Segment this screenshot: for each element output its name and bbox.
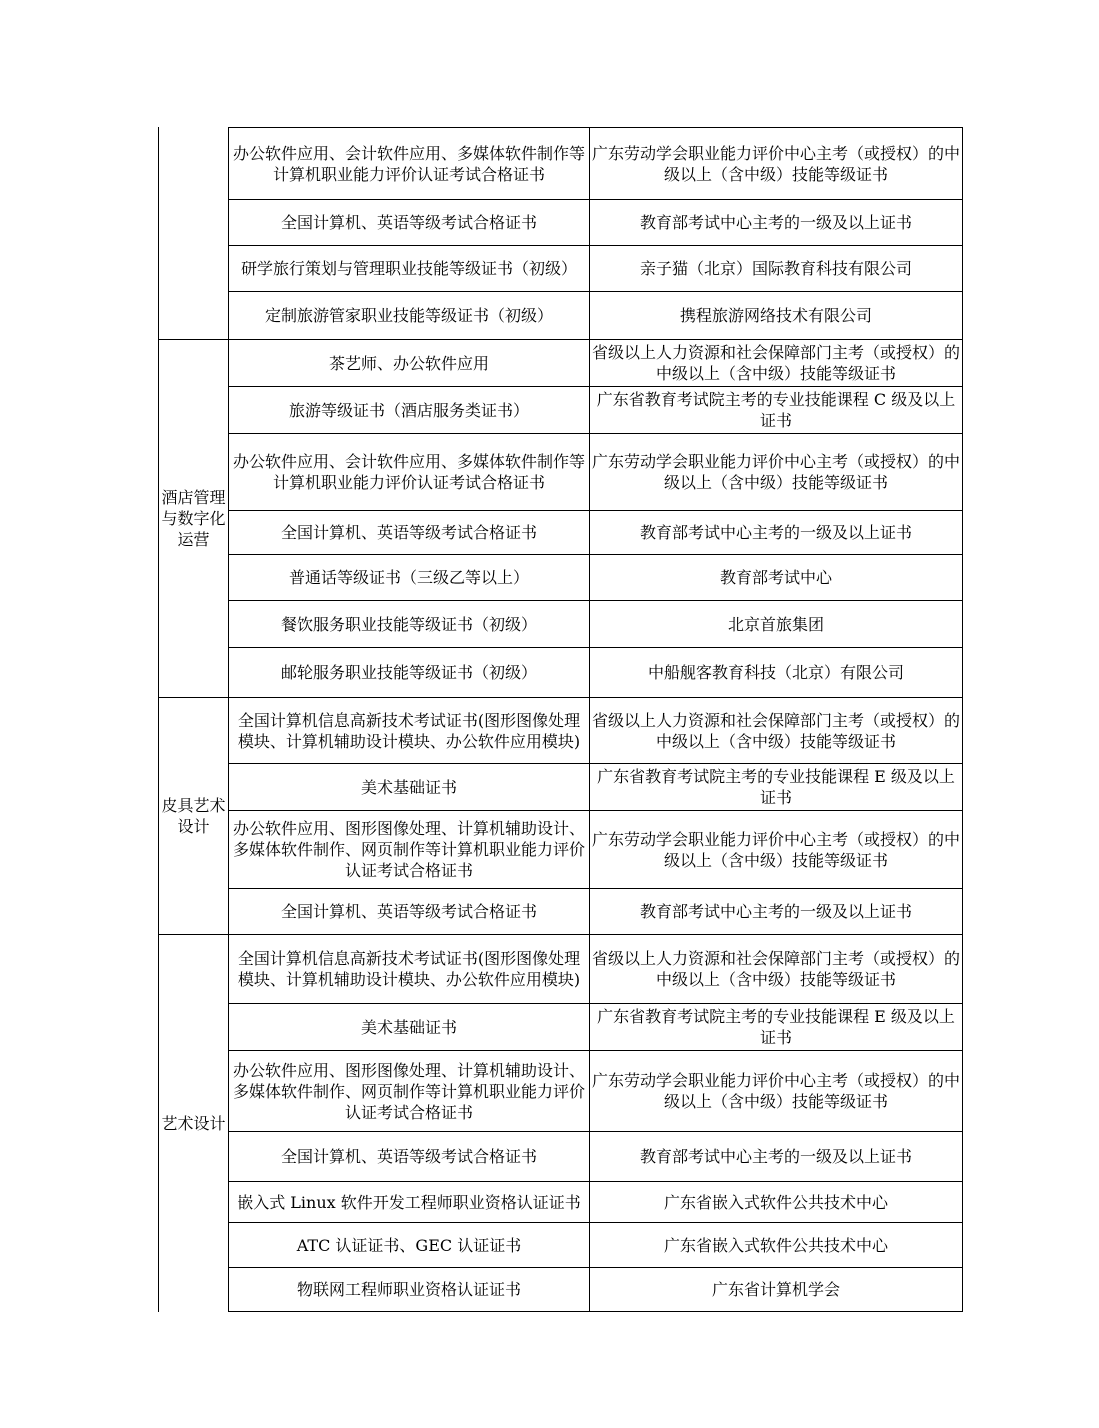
certificate-cell: 旅游等级证书（酒店服务类证书）: [288, 400, 529, 420]
certificate-cell: 茶艺师、办公软件应用: [328, 353, 489, 373]
category-cell: 皮具艺术设计: [159, 698, 229, 934]
table-row: [229, 386, 962, 433]
issuer-cell: 广东劳动学会职业能力评价中心主考（或授权）的中级以上（含中级）技能等级证书: [589, 1051, 962, 1131]
issuer-cell: 省级以上人力资源和社会保障部门主考（或授权）的中级以上（含中级）技能等级证书: [589, 340, 962, 386]
category-cell: 艺术设计: [159, 935, 229, 1312]
table-row: [229, 810, 962, 888]
issuer-cell: 中船舰客教育科技（北京）有限公司: [589, 648, 962, 697]
table-section: [159, 127, 962, 339]
table-row: [229, 1131, 962, 1181]
certificate-cell: 邮轮服务职业技能等级证书（初级）: [280, 663, 537, 682]
category-cell: [159, 127, 229, 339]
section-rows: [229, 340, 962, 697]
certificate-cell: 普通话等级证书（三级乙等以上）: [288, 568, 529, 587]
issuer-cell: 省级以上人力资源和社会保障部门主考（或授权）的中级以上（含中级）技能等级证书: [589, 698, 962, 763]
table-row: [229, 245, 962, 291]
category-cell: 酒店管理与数字化运营: [159, 340, 229, 697]
issuer-cell: 教育部考试中心主考的一级及以上证书: [589, 200, 962, 245]
table-row: [229, 510, 962, 554]
issuer-cell: 教育部考试中心: [589, 555, 962, 600]
certificate-cell: 全国计算机信息高新技术考试证书(图形图像处理模块、计算机辅助设计模块、办公软件应用模块): [237, 710, 581, 751]
certificate-cell: 办公软件应用、会计软件应用、多媒体软件制作等计算机职业能力评价认证考试合格证书: [232, 452, 585, 492]
issuer-cell: 广东劳动学会职业能力评价中心主考（或授权）的中级以上（含中级）技能等级证书: [589, 128, 962, 199]
table-section: [159, 339, 962, 697]
certificate-cell: 物联网工程师职业资格认证证书: [296, 1280, 521, 1299]
certificate-cell: 全国计算机、英语等级考试合格证书: [280, 902, 537, 921]
certificate-cell: 办公软件应用、图形图像处理、计算机辅助设计、多媒体软件制作、网页制作等计算机职业能力评价认证考试合格证书: [232, 1060, 585, 1122]
certificate-cell: 定制旅游管家职业技能等级证书（初级）: [264, 306, 553, 325]
certificate-cell: 全国计算机、英语等级考试合格证书: [280, 1147, 537, 1166]
table-row: [229, 291, 962, 339]
issuer-cell: 亲子猫（北京）国际教育科技有限公司: [589, 246, 962, 291]
section-rows: [229, 698, 962, 934]
table-row: [229, 128, 962, 199]
certificate-cell: 办公软件应用、图形图像处理、计算机辅助设计、多媒体软件制作、网页制作等计算机职业能力评价认证考试合格证书: [232, 819, 585, 880]
certificate-cell: 嵌入式 Linux 软件开发工程师职业资格认证证书: [237, 1192, 581, 1212]
issuer-cell: 北京首旅集团: [589, 601, 962, 647]
table-row: [229, 698, 962, 763]
table-row: [229, 340, 962, 386]
table-section: [159, 697, 962, 934]
section-rows: [229, 935, 962, 1312]
certificate-cell: 办公软件应用、会计软件应用、多媒体软件制作等计算机职业能力评价认证考试合格证书: [232, 143, 585, 184]
certificate-cell: 全国计算机信息高新技术考试证书(图形图像处理模块、计算机辅助设计模块、办公软件应用模块): [237, 949, 581, 989]
table-row: [229, 888, 962, 934]
table-row: [229, 433, 962, 510]
table-row: [229, 554, 962, 600]
table-row: [229, 1003, 962, 1050]
issuer-cell: 广东劳动学会职业能力评价中心主考（或授权）的中级以上（含中级）技能等级证书: [589, 811, 962, 888]
issuer-cell: 广东省教育考试院主考的专业技能课程 C 级及以上证书: [589, 387, 962, 433]
table-row: [229, 1267, 962, 1311]
issuer-cell: 广东劳动学会职业能力评价中心主考（或授权）的中级以上（含中级）技能等级证书: [589, 434, 962, 510]
issuer-cell: 广东省教育考试院主考的专业技能课程 E 级及以上证书: [589, 1004, 962, 1050]
certificate-table: [158, 127, 963, 1312]
certificate-cell: 餐饮服务职业技能等级证书（初级）: [280, 614, 537, 634]
issuer-cell: 广东省嵌入式软件公共技术中心: [589, 1182, 962, 1222]
certificate-cell: 美术基础证书: [360, 777, 457, 797]
table-row: [229, 935, 962, 1003]
table-row: [229, 763, 962, 810]
table-row: [229, 199, 962, 245]
issuer-cell: 省级以上人力资源和社会保障部门主考（或授权）的中级以上（含中级）技能等级证书: [589, 935, 962, 1003]
section-rows: [229, 127, 962, 339]
certificate-cell: 研学旅行策划与管理职业技能等级证书（初级）: [240, 259, 577, 278]
certificate-cell: 美术基础证书: [360, 1017, 457, 1037]
table-row: [229, 600, 962, 647]
issuer-cell: 广东省嵌入式软件公共技术中心: [589, 1223, 962, 1267]
issuer-cell: 教育部考试中心主考的一级及以上证书: [589, 889, 962, 934]
certificate-cell: ATC 认证证书、GEC 认证证书: [296, 1235, 522, 1255]
issuer-cell: 广东省计算机学会: [589, 1268, 962, 1311]
certificate-cell: 全国计算机、英语等级考试合格证书: [280, 523, 537, 542]
table-section: [159, 934, 962, 1312]
issuer-cell: 教育部考试中心主考的一级及以上证书: [589, 1132, 962, 1181]
table-row: [229, 647, 962, 697]
table-row: [229, 1050, 962, 1131]
issuer-cell: 广东省教育考试院主考的专业技能课程 E 级及以上证书: [589, 764, 962, 810]
issuer-cell: 携程旅游网络技术有限公司: [589, 292, 962, 339]
table-row: [229, 1222, 962, 1267]
table-row: [229, 1181, 962, 1222]
certificate-cell: 全国计算机、英语等级考试合格证书: [280, 213, 537, 232]
issuer-cell: 教育部考试中心主考的一级及以上证书: [589, 511, 962, 554]
